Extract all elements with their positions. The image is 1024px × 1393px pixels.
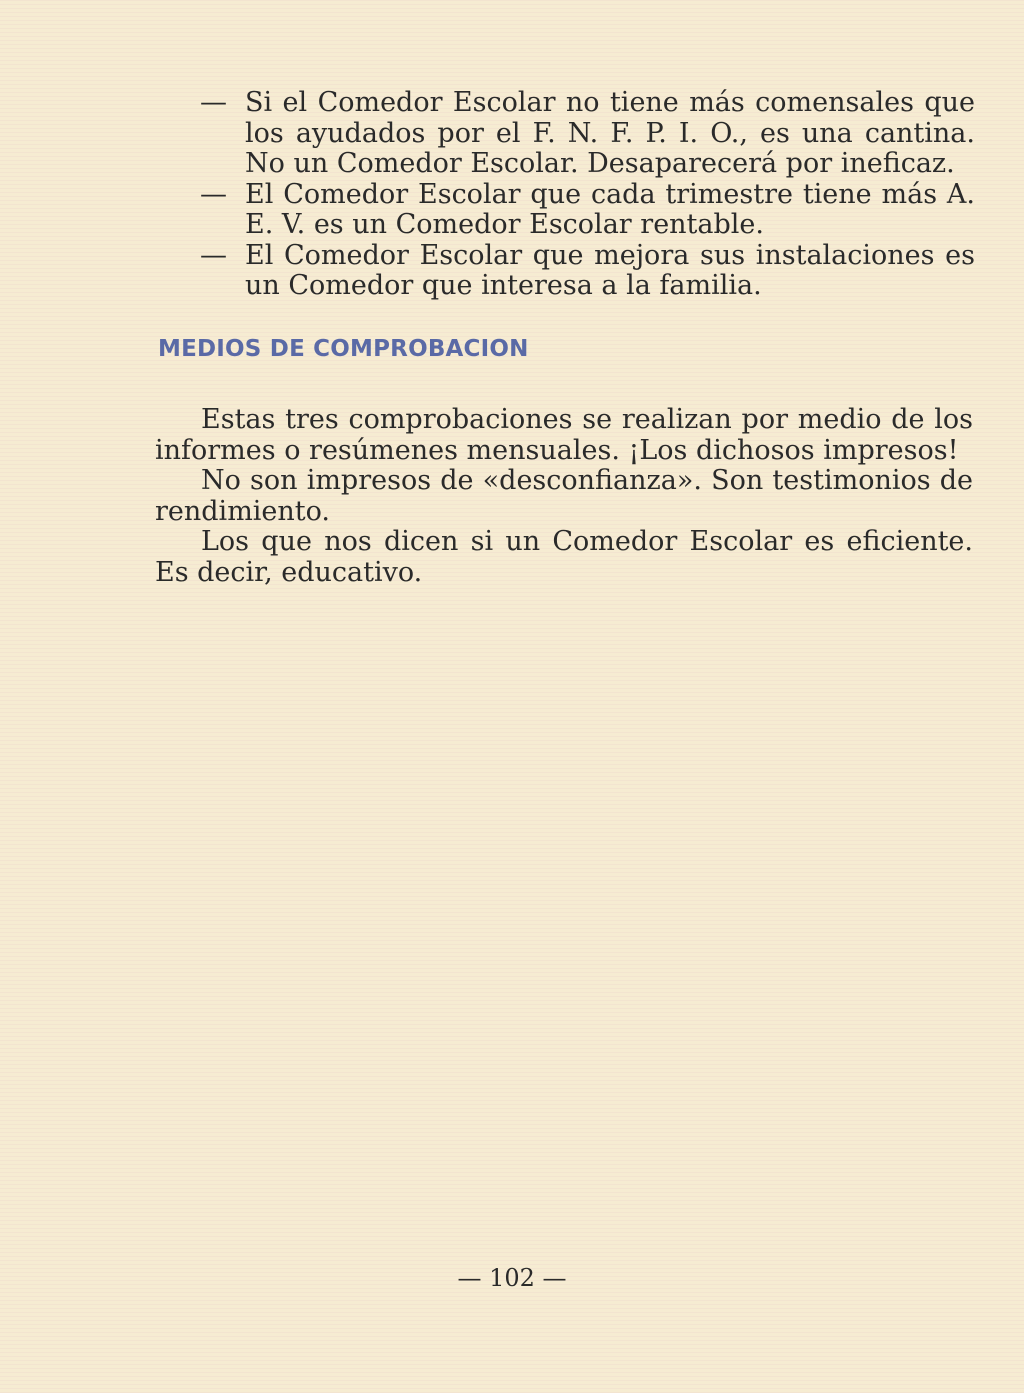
- page-number: — 102 —: [457, 1264, 567, 1292]
- dash-mark: —: [200, 178, 227, 210]
- list-item-text: El Comedor Escolar que mejora sus instalaciones es un Comedor que interesa a la familia.: [245, 239, 975, 301]
- body-text: [155, 405, 973, 588]
- paragraph: Los que nos dicen si un Comedor Escolar es eficiente. Es decir, educativo.: [155, 526, 973, 588]
- dash-mark: —: [200, 239, 227, 271]
- section-heading: MEDIOS DE COMPROBACION: [158, 336, 529, 362]
- dash-mark: —: [200, 87, 227, 118]
- paragraph: No son impresos de «desconfianza». Son testimonios de rendimiento.: [155, 465, 973, 527]
- paragraph: Estas tres comprobaciones se realizan por medio de los informes o resúmenes mensuales. ¡Los dichosos impresos!: [155, 404, 973, 466]
- list-item: [200, 241, 975, 302]
- list-item: [200, 180, 975, 241]
- dash-list: [200, 88, 975, 302]
- list-item-text: El Comedor Escolar que cada trimestre tiene más A. E. V. es un Comedor Escolar rentable.: [245, 178, 975, 240]
- list-item: [200, 88, 975, 180]
- list-item-text: Si el Comedor Escolar no tiene más comensales que los ayudados por el F. N. F. P. I. O., es una cantina. No un Comedor Escolar. Desaparecerá por ineficaz.: [245, 87, 975, 179]
